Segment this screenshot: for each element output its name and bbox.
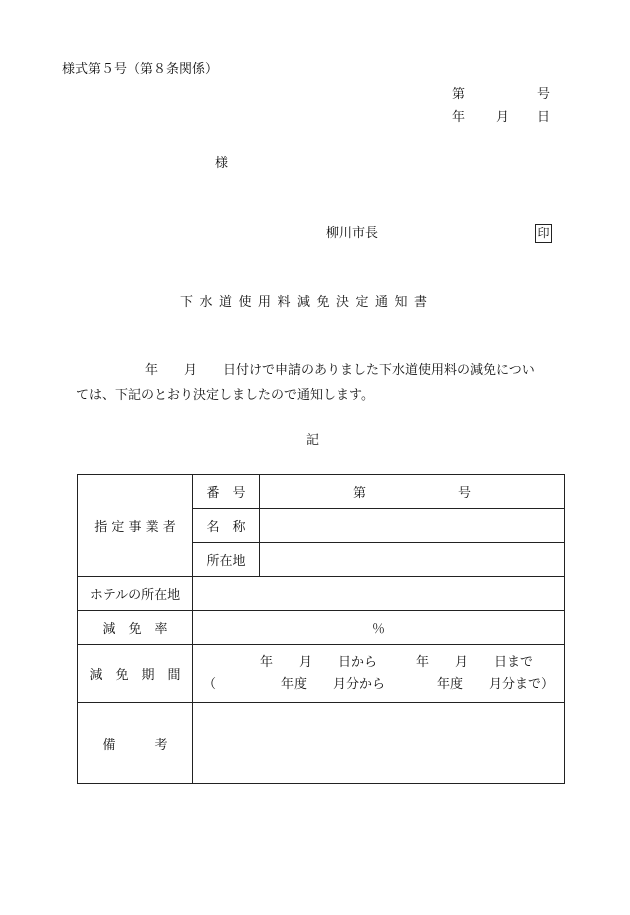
- document-title: 下水道使用料減免決定通知書: [180, 295, 434, 310]
- number-label: 番 号: [193, 475, 260, 509]
- body-line-2: ては、下記のとおり決定しましたので通知します。: [76, 388, 374, 403]
- operator-label: 指 定 事 業 者: [78, 475, 193, 577]
- address-value-cell: [260, 543, 565, 577]
- table-row-period: [78, 645, 565, 703]
- period-label: 減 免 期 間: [78, 645, 193, 703]
- date-day-label: 日: [537, 110, 551, 125]
- form-id: 様式第５号（第８条関係）: [62, 62, 219, 77]
- rate-unit: ％: [371, 622, 385, 637]
- document-number-prefix: 第: [452, 87, 466, 102]
- name-value-cell: [260, 509, 565, 543]
- document-number-suffix: 号: [537, 87, 551, 102]
- issuer-name: 柳川市長: [326, 226, 379, 241]
- remarks-value-cell: [193, 703, 565, 784]
- date-year-label: 年: [452, 110, 466, 125]
- hotel-value-cell: [193, 577, 565, 611]
- body-line-1: 年 月 日付けで申請のありました下水道使用料の減免につい: [145, 363, 535, 378]
- number-value-prefix: 第: [352, 486, 366, 501]
- seal-mark: 印: [535, 224, 552, 243]
- table-row-rate: [78, 611, 565, 645]
- table-row-number: [78, 475, 565, 509]
- period-value-cell: [193, 645, 565, 703]
- number-value-cell: [260, 475, 565, 509]
- rate-label: 減 免 率: [78, 611, 193, 645]
- name-label: 名 称: [193, 509, 260, 543]
- period-line-1: 年 月 日から 年 月 日まで: [259, 654, 533, 670]
- details-table: [77, 474, 565, 784]
- ki-heading: 記: [306, 433, 320, 448]
- rate-value-cell: [193, 611, 565, 645]
- period-line-2: （ 年度 月分から 年度 月分まで）: [202, 676, 554, 692]
- date-month-label: 月: [496, 110, 510, 125]
- addressee-suffix: 様: [215, 156, 229, 171]
- number-value-suffix: 号: [458, 486, 472, 501]
- remarks-label: 備 考: [78, 703, 193, 784]
- address-label: 所在地: [193, 543, 260, 577]
- table-row-remarks: [78, 703, 565, 784]
- hotel-label: ホテルの所在地: [78, 577, 193, 611]
- table-row-hotel: [78, 577, 565, 611]
